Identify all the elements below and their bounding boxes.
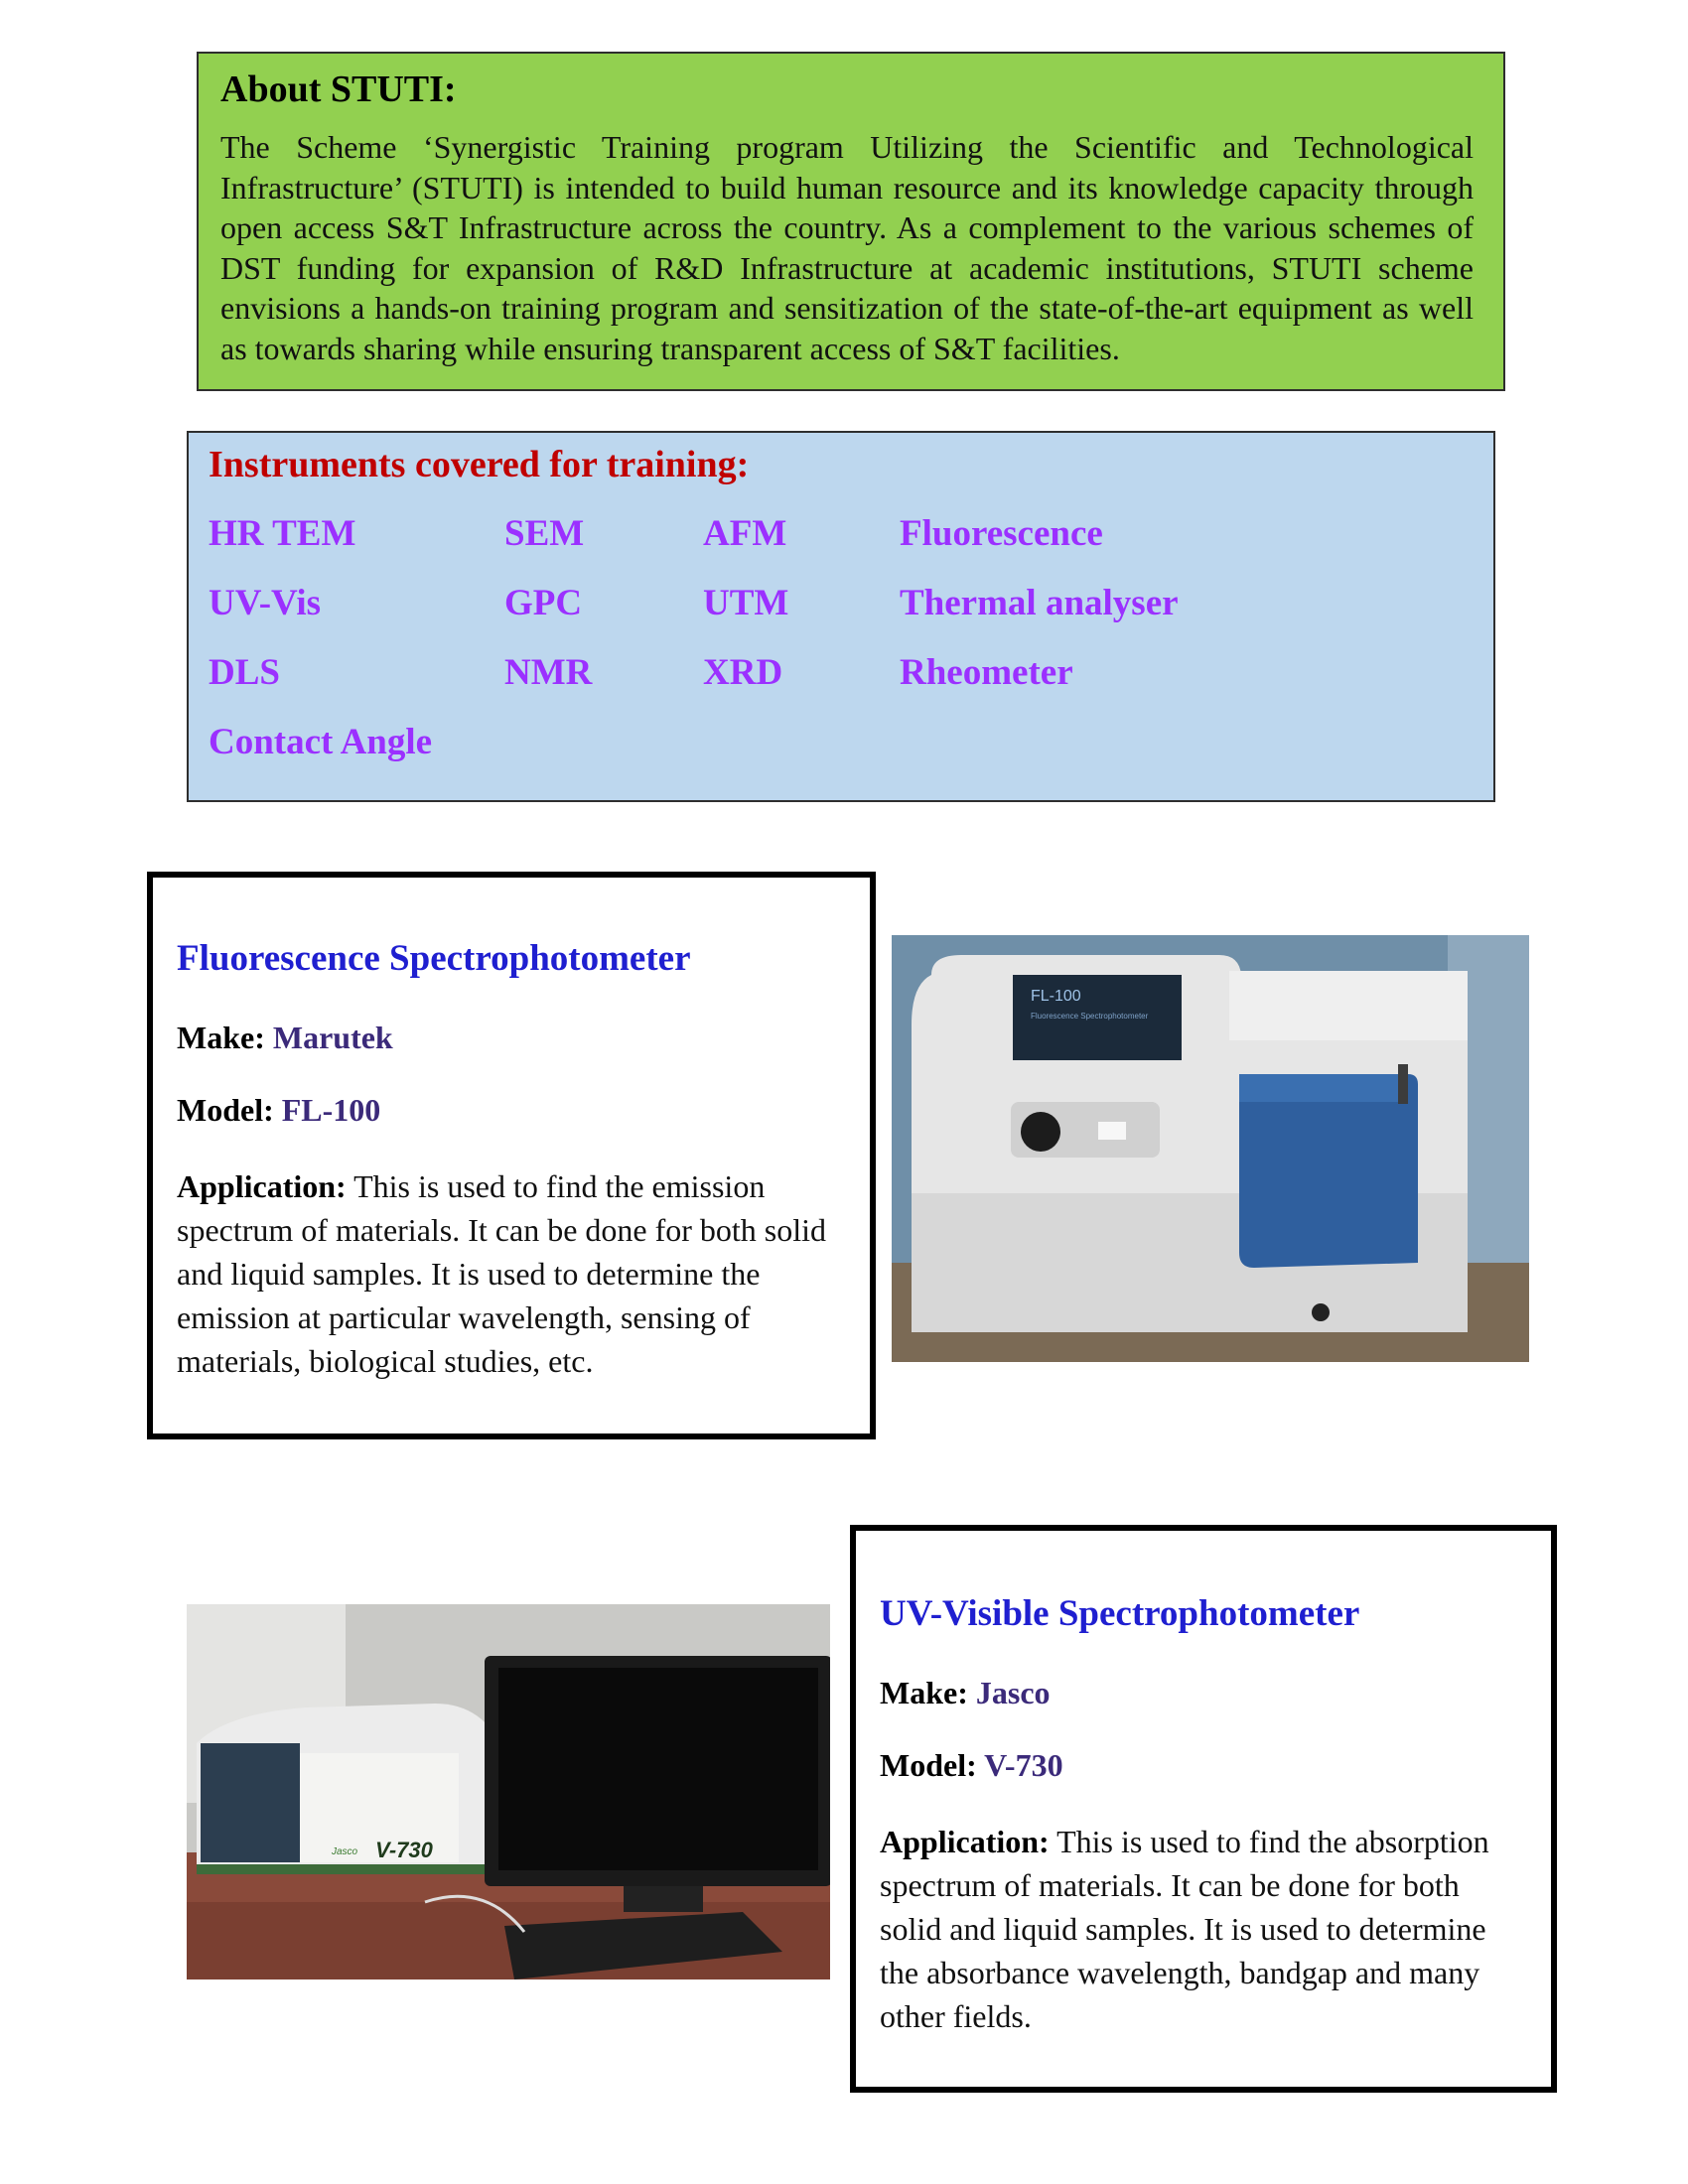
instrument-item: Thermal analyser bbox=[900, 583, 1179, 623]
application-body: This is used to find the emission spectrum of materials. It can be done for both solid and liquid samples. It is used to determine the emission at particular wavelength, sensing of materials, biological studies, etc. bbox=[177, 1168, 827, 1379]
instrument-item: NMR bbox=[504, 652, 593, 693]
panel-sublabel: Fluorescence Spectrophotometer bbox=[1031, 1012, 1149, 1021]
application-body: This is used to find the absorption spectrum of materials. It can be done for both solid and liquid samples. It is used to determine the absorbance wavelength, bandgap and many other fields. bbox=[880, 1824, 1489, 2034]
device-label: V-730 bbox=[375, 1838, 433, 1862]
model-value: V-730 bbox=[984, 1747, 1063, 1783]
instrument-item: AFM bbox=[703, 513, 787, 554]
application-text bbox=[177, 1164, 846, 1383]
card-title: UV-Visible Spectrophotometer bbox=[880, 1593, 1360, 1634]
application-text bbox=[880, 1820, 1527, 2038]
make-value: Jasco bbox=[975, 1675, 1051, 1710]
make-label: Make: bbox=[177, 1020, 265, 1055]
card-title: Fluorescence Spectrophotometer bbox=[177, 938, 691, 979]
about-title: About STUTI: bbox=[220, 68, 457, 110]
model-label: Model: bbox=[880, 1747, 977, 1783]
fluorescence-instrument-photo bbox=[892, 935, 1529, 1362]
make-row bbox=[880, 1675, 1527, 1711]
model-value: FL-100 bbox=[281, 1092, 381, 1128]
instrument-item: Rheometer bbox=[900, 652, 1073, 693]
make-row bbox=[177, 1020, 846, 1056]
about-stuti-box bbox=[197, 52, 1505, 391]
instrument-item: DLS bbox=[209, 652, 280, 693]
brand-label: Jasco bbox=[332, 1846, 358, 1857]
instrument-item: UV-Vis bbox=[209, 583, 322, 623]
panel-label: FL-100 bbox=[1031, 988, 1081, 1005]
instrument-item: UTM bbox=[703, 583, 789, 623]
fluorescence-card bbox=[147, 872, 876, 1439]
knob bbox=[1021, 1112, 1060, 1152]
instrument-item: GPC bbox=[504, 583, 583, 623]
application-label: Application: bbox=[880, 1824, 1050, 1859]
fl100-illustration bbox=[892, 935, 1529, 1362]
instrument-item: Fluorescence bbox=[900, 513, 1103, 554]
uv-vis-instrument-photo bbox=[187, 1604, 830, 1979]
instrument-item: XRD bbox=[703, 652, 783, 693]
model-row bbox=[177, 1092, 846, 1129]
model-row bbox=[880, 1747, 1527, 1784]
instruments-box bbox=[187, 431, 1495, 802]
application-label: Application: bbox=[177, 1168, 347, 1204]
uv-visible-card bbox=[850, 1525, 1557, 2093]
instrument-item: Contact Angle bbox=[209, 722, 433, 762]
instruments-title: Instruments covered for training: bbox=[209, 444, 750, 485]
model-label: Model: bbox=[177, 1092, 274, 1128]
v730-illustration bbox=[187, 1604, 830, 1979]
instrument-item: HR TEM bbox=[209, 513, 356, 554]
about-text: The Scheme ‘Synergistic Training program Utilizing the Scientific and Technological Infrastructure’ (STUTI) is intended to build human resource and its knowledge capacity through open access S&T Infrastructure across the country. As a complement to the various schemes of DST funding for expansion of R&D Infrastructure at academic institutions, STUTI scheme envisions a hands-on training program and sensitization of the state-of-the-art equipment as well as towards sharing while ensuring transparent access of S&T facilities. bbox=[220, 129, 1474, 366]
make-label: Make: bbox=[880, 1675, 968, 1710]
make-value: Marutek bbox=[272, 1020, 393, 1055]
instrument-item: SEM bbox=[504, 513, 585, 554]
sample-lid bbox=[1239, 1074, 1418, 1268]
